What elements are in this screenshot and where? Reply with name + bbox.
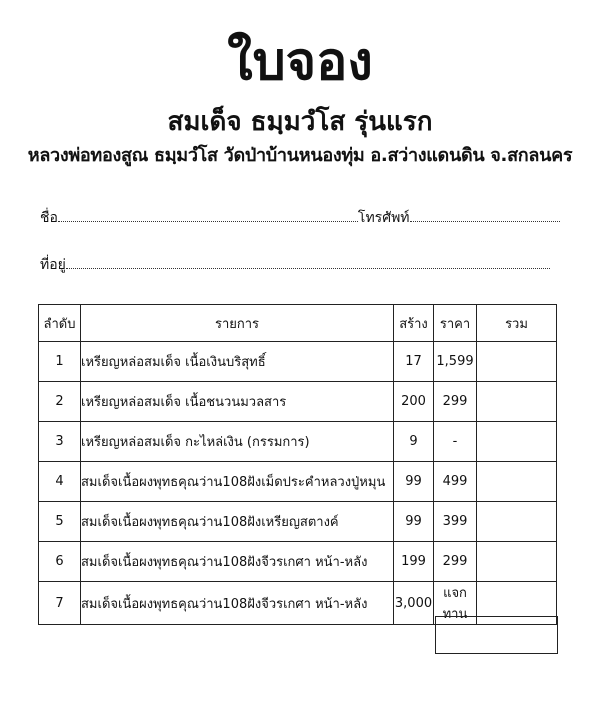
col-header-price: ราคา [434,305,477,342]
table-header-row [39,305,557,342]
row-item: เหรียญหล่อสมเด็จ กะไหล่เงิน (กรรมการ) [81,422,394,462]
row-no: 6 [39,542,81,582]
phone-field[interactable] [410,208,560,222]
row-qty: 99 [394,462,434,502]
row-no: 7 [39,582,81,625]
name-label: ชื่อ [40,210,58,226]
row-price: 1,599 [434,342,477,382]
row-item: เหรียญหล่อสมเด็จ เนื้อเงินบริสุทธิ์ [81,342,394,382]
address-line [40,255,550,274]
order-table [38,304,557,625]
row-total[interactable] [477,502,557,542]
row-total[interactable] [477,462,557,502]
row-no: 1 [39,342,81,382]
row-qty: 99 [394,502,434,542]
table-row [39,382,557,422]
phone-label: โทรศัพท์ [357,210,410,226]
temple-info: หลวงพ่อทองสูณ ธมฺมวํโส วัดป่าบ้านหนองทุ่ม อ.สว่างแดนดิน จ.สกลนคร [27,145,573,166]
row-total[interactable] [477,342,557,382]
row-total[interactable] [477,422,557,462]
col-header-qty: สร้าง [394,305,434,342]
amulet-series-title: สมเด็จ ธมฺมวํโส รุ่นแรก [167,107,433,137]
row-price: แจกทาน [434,582,477,625]
row-no: 3 [39,422,81,462]
row-item: สมเด็จเนื้อผงพุทธคุณว่าน108ฝังจีวรเกศา หน้า-หลัง [81,582,394,625]
name-field[interactable] [58,208,358,222]
row-item: สมเด็จเนื้อผงพุทธคุณว่าน108ฝังเหรียญสตางค์ [81,502,394,542]
name-phone-line [40,208,560,227]
table-row [39,422,557,462]
table-row [39,462,557,502]
row-qty: 200 [394,382,434,422]
col-header-total: รวม [477,305,557,342]
row-no: 5 [39,502,81,542]
table-row [39,502,557,542]
row-qty: 9 [394,422,434,462]
row-price: 299 [434,382,477,422]
address-label: ที่อยู่ [40,257,66,273]
row-item: เหรียญหล่อสมเด็จ เนื้อชนวนมวลสาร [81,382,394,422]
row-total[interactable] [477,382,557,422]
row-item: สมเด็จเนื้อผงพุทธคุณว่าน108ฝังจีวรเกศา หน้า-หลัง [81,542,394,582]
col-header-item: รายการ [81,305,394,342]
row-qty: 17 [394,342,434,382]
address-field[interactable] [66,255,550,269]
table-row [39,342,557,382]
row-qty: 3,000 [394,582,434,625]
row-total[interactable] [477,542,557,582]
row-qty: 199 [394,542,434,582]
row-price: 499 [434,462,477,502]
row-item: สมเด็จเนื้อผงพุทธคุณว่าน108ฝังเม็ดประคำหลวงปู่หมุน [81,462,394,502]
row-price: 299 [434,542,477,582]
row-no: 2 [39,382,81,422]
col-header-no: ลำดับ [39,305,81,342]
row-price: 399 [434,502,477,542]
table-row [39,542,557,582]
page-title: ใบจอง [227,32,373,92]
row-no: 4 [39,462,81,502]
row-price: - [434,422,477,462]
grand-total-box[interactable] [435,616,558,654]
